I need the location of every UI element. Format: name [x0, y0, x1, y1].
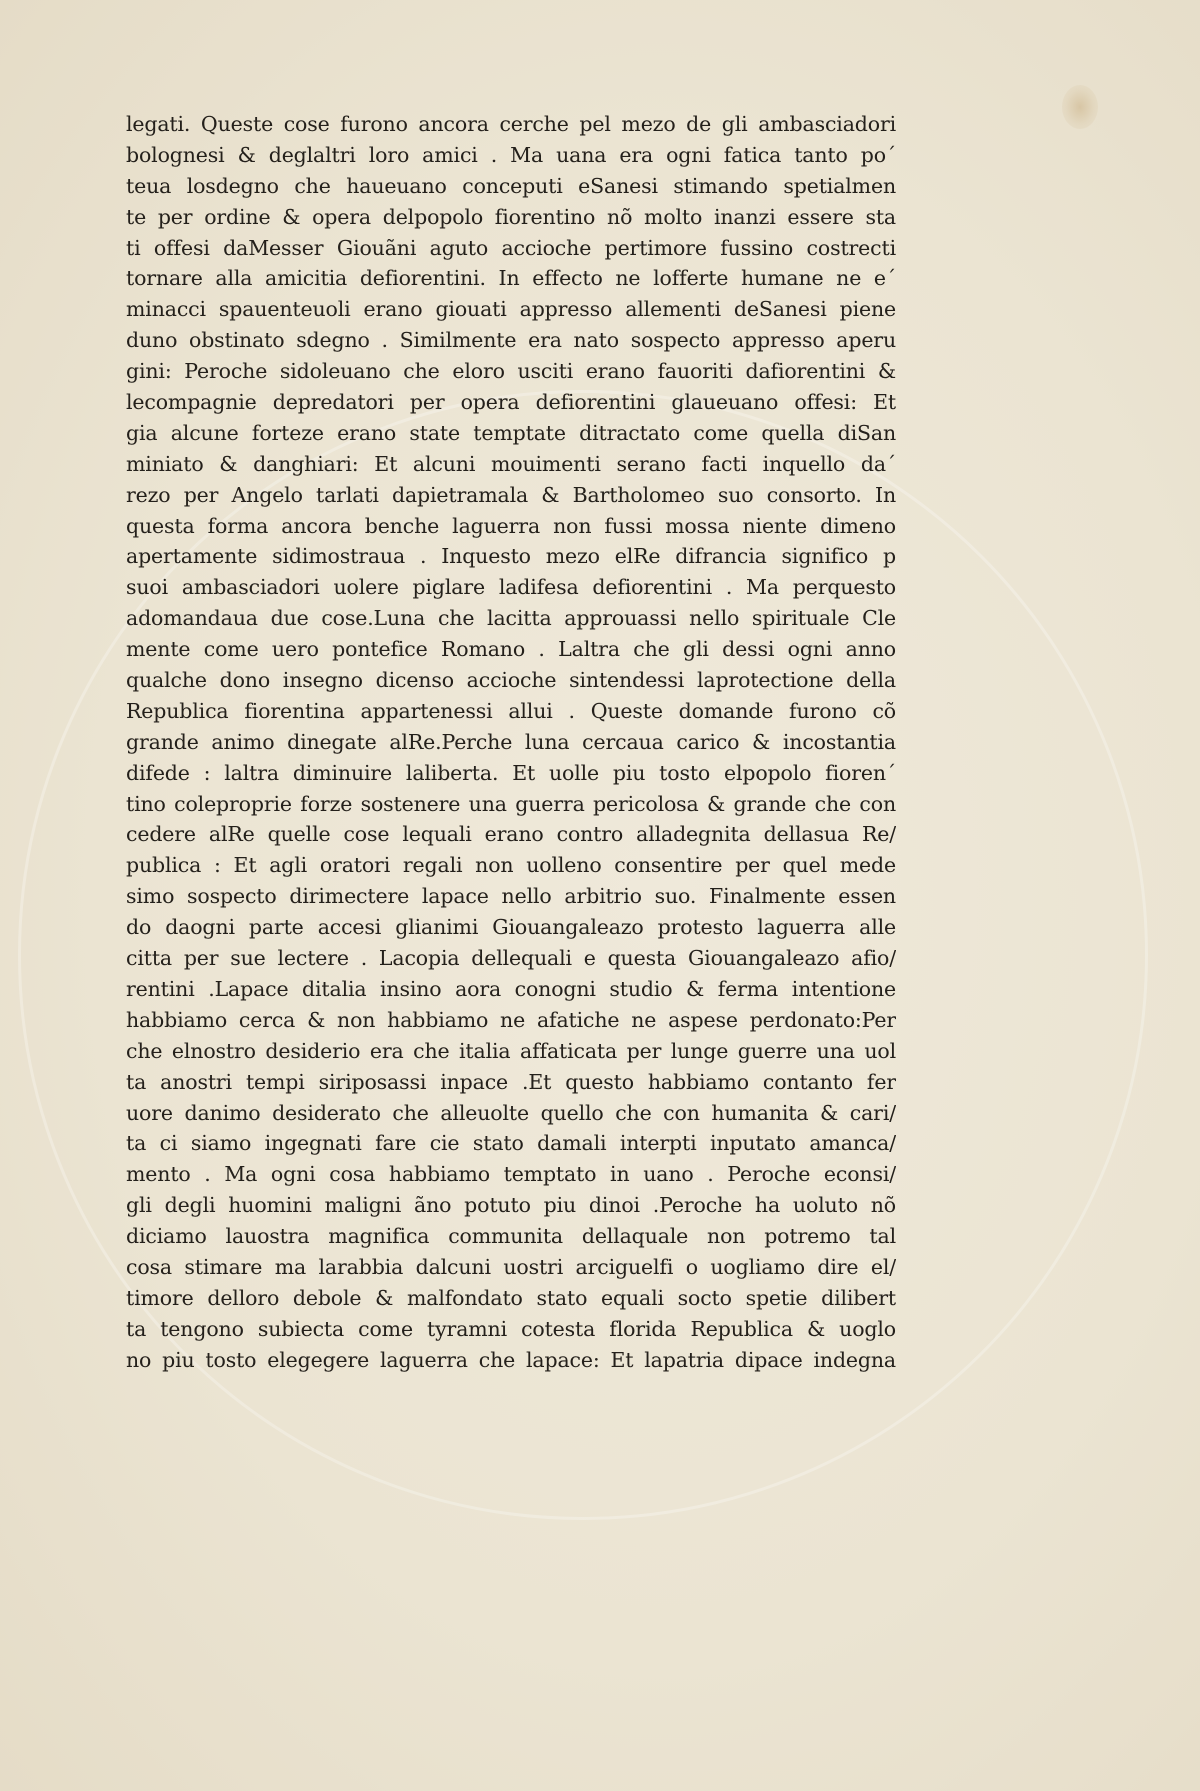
text-line: cosa stimare ma larabbia dalcuni uostri arciguelfi o uogliamo dire el/ [126, 1254, 896, 1279]
text-line: lecompagnie depredatori per opera defiorentini glaueuano offesi: Et [126, 390, 896, 415]
text-line: cedere alRe quelle cose lequali erano contro alladegnita dellasua Re/ [126, 822, 896, 847]
text-line: ta tengono subiecta come tyramni cotesta florida Republica & uoglo [126, 1316, 896, 1341]
text-line: mente come uero pontefice Romano . Laltra che gli dessi ogni anno [126, 637, 896, 662]
text-line: do daogni parte accesi glianimi Giouangaleazo protesto laguerra alle [126, 915, 896, 940]
text-line: gia alcune forteze erano state temptate ditractato come quella diSan [126, 420, 896, 445]
text-line: uore danimo desiderato che alleuolte quello che con humanita & cari/ [126, 1100, 896, 1125]
text-line: tino coleproprie forze sostenere una guerra pericolosa & grande che con [126, 791, 896, 816]
text-line: rezo per Angelo tarlati dapietramala & Bartholomeo suo consorto. In [126, 482, 896, 507]
text-line: teua losdegno che haueuano conceputi eSanesi stimando spetialmen [126, 173, 896, 198]
text-line: qualche dono insegno dicenso accioche sintendessi laprotectione della [126, 668, 896, 693]
text-line: apertamente sidimostraua . Inquesto mezo elRe difrancia significo p [126, 544, 896, 569]
text-line: ti offesi daMesser Giouãni aguto accioche pertimore fussino costrecti [126, 235, 896, 260]
text-line: publica : Et agli oratori regali non uolleno consentire per quel mede [126, 853, 896, 878]
text-line: duno obstinato sdegno . Similmente era nato sospecto appresso aperu [126, 328, 896, 353]
text-line: rentini .Lapace ditalia insino aora conogni studio & ferma intentione [126, 976, 896, 1001]
text-line: Republica fiorentina appartenessi allui . Queste domande furono cõ [126, 698, 896, 723]
text-block [126, 109, 896, 1376]
text-line: adomandaua due cose.Luna che lacitta approuassi nello spirituale Cle [126, 606, 896, 631]
text-line: legati. Queste cose furono ancora cerche pel mezo de gli ambasciadori [126, 112, 896, 136]
text-line: habbiamo cerca & non habbiamo ne afatiche ne aspese perdonato:Per [126, 1007, 896, 1032]
text-line: ta ci siamo ingegnati fare cie stato damali interpti inputato amanca/ [126, 1131, 896, 1156]
text-line: simo sospecto dirimectere lapace nello arbitrio suo. Finalmente essen [126, 884, 896, 909]
text-line: diciamo lauostra magnifica communita dellaquale non potremo tal [126, 1224, 896, 1249]
text-line: grande animo dinegate alRe.Perche luna cercaua carico & incostantia [126, 729, 896, 754]
text-line: timore delloro debole & malfondato stato equali socto spetie dilibert [126, 1285, 896, 1310]
text-line: citta per sue lectere . Lacopia dellequali e questa Giouangaleazo afio/ [126, 946, 896, 971]
text-line: minacci spauenteuoli erano giouati appresso allementi deSanesi piene [126, 297, 896, 322]
text-line: mento . Ma ogni cosa habbiamo temptato in uano . Peroche econsi/ [126, 1162, 896, 1187]
text-line: gli degli huomini maligni ãno potuto piu dinoi .Peroche ha uoluto nõ [126, 1193, 896, 1218]
text-line: tornare alla amicitia defiorentini. In effecto ne lofferte humane ne e´ [126, 266, 896, 291]
text-line: miniato & danghiari: Et alcuni mouimenti serano facti inquello da´ [126, 451, 896, 476]
paper-stain [1062, 85, 1098, 129]
text-line: ta anostri tempi siriposassi inpace .Et questo habbiamo contanto fer [126, 1069, 896, 1094]
text-line: te per ordine & opera delpopolo fiorentino nõ molto inanzi essere sta [126, 204, 896, 229]
text-line: gini: Peroche sidoleuano che eloro usciti erano fauoriti dafiorentini & [126, 359, 896, 384]
text-line: suoi ambasciadori uolere piglare ladifesa defiorentini . Ma perquesto [126, 575, 896, 600]
text-line: che elnostro desiderio era che italia affaticata per lunge guerre una uol [126, 1038, 896, 1063]
text-line: bolognesi & deglaltri loro amici . Ma uana era ogni fatica tanto po´ [126, 142, 896, 167]
text-line: difede : laltra diminuire laliberta. Et uolle piu tosto elpopolo fioren´ [126, 760, 896, 785]
text-line: no piu tosto elegegere laguerra che lapace: Et lapatria dipace indegna [126, 1347, 896, 1372]
text-line: questa forma ancora benche laguerra non fussi mossa niente dimeno [126, 513, 896, 538]
